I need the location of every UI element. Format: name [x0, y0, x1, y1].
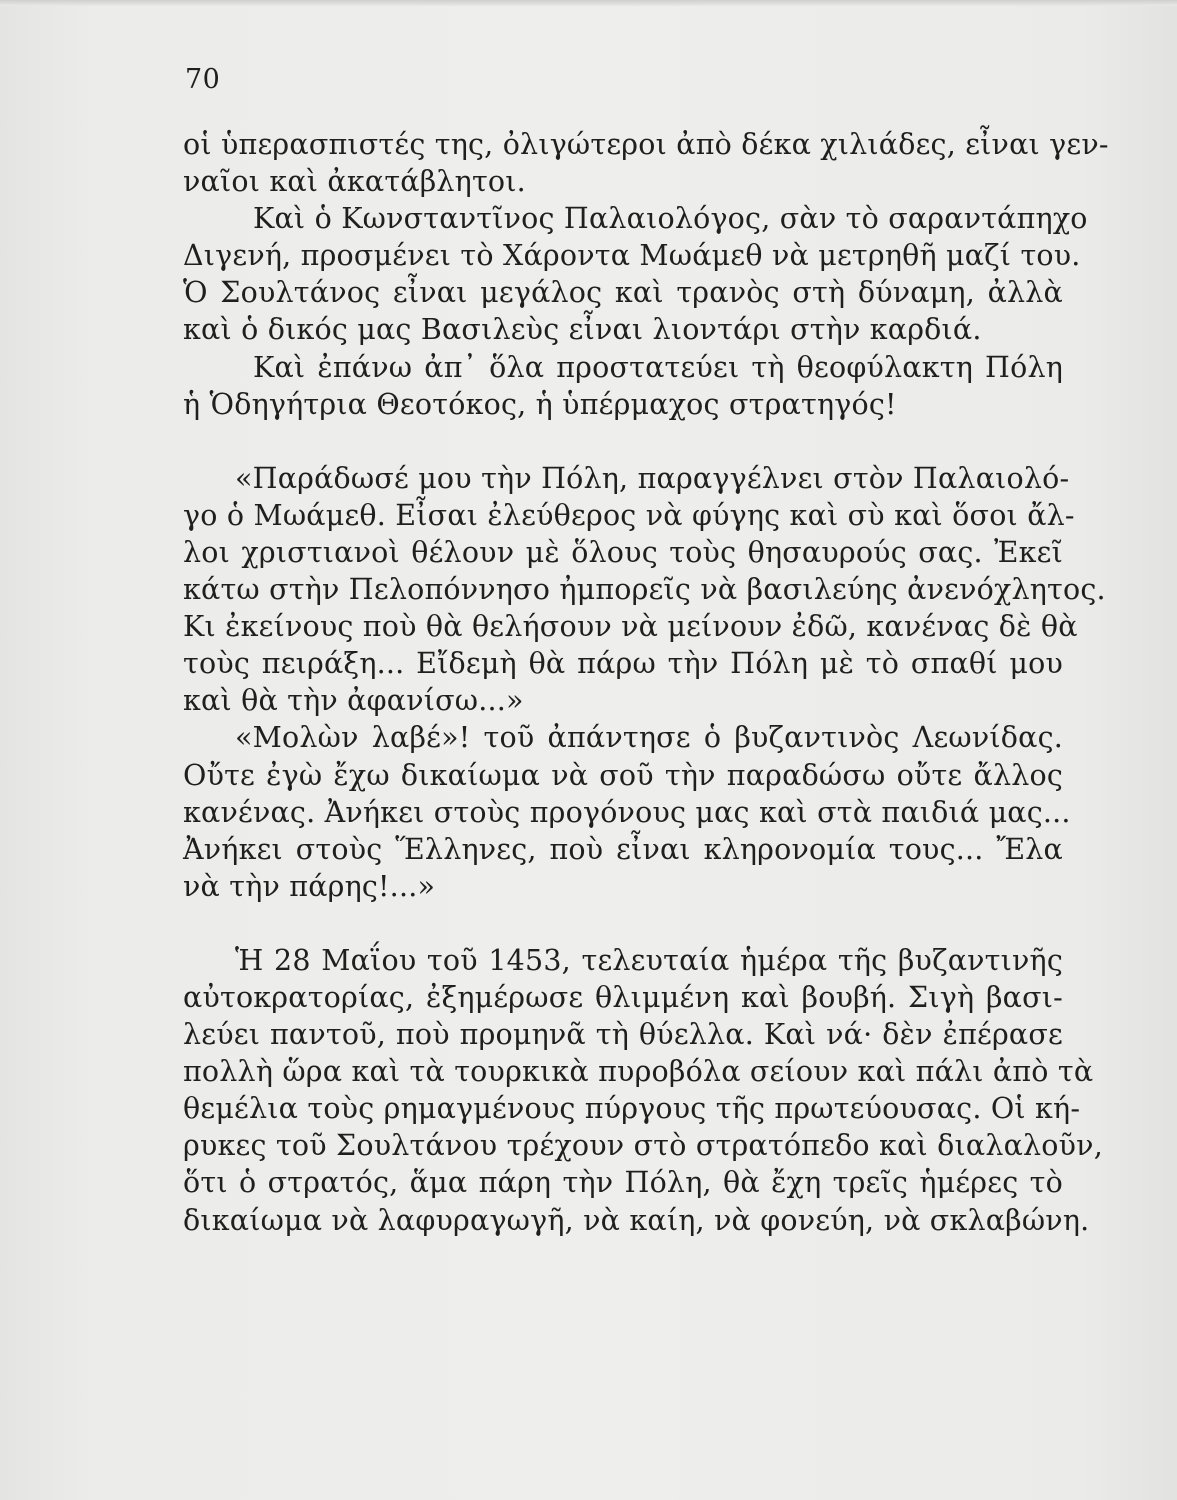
text-line: καὶ θὰ τὴν ἀφανίσω...» — [183, 684, 524, 718]
text-line: Ἡ 28 Μαΐου τοῦ 1453, τελευταία ἡμέρα τῆς βυζαντινῆς — [235, 943, 1063, 977]
text-line: Διγενή, προσμένει τὸ Χάροντα Μωάμεθ νὰ μετρηθῆ μαζί του. — [183, 239, 1081, 273]
page-top-edge — [0, 0, 1177, 6]
text-line: Οὔτε ἐγὼ ἔχω δικαίωμα νὰ σοῦ τὴν παραδώσω οὔτε ἄλλος — [183, 758, 1063, 792]
text-line: καὶ ὁ δικός μας Βασιλεὺς εἶναι λιοντάρι στὴν καρδιά. — [183, 313, 982, 347]
paragraph — [183, 349, 1063, 423]
text-line: λοι χριστιανοὶ θέλουν μὲ ὅλους τοὺς θησαυρούς σας. Ἐκεῖ — [183, 535, 1063, 569]
paragraph — [183, 719, 1071, 904]
paragraph-gap — [183, 423, 1063, 460]
text-line: «Μολὼν λαβέ»! τοῦ ἀπάντησε ὁ βυζαντινὸς Λεωνίδας. — [235, 721, 1063, 755]
text-line: οἱ ὑπερασπιστές της, ὀλιγώτεροι ἀπὸ δέκα χιλιάδες, εἶναι γεν- — [183, 128, 1109, 161]
text-line: ναῖοι καὶ ἀκατάβλητοι. — [183, 165, 526, 199]
text-line: τοὺς πειράξη... Εἴδεμὴ θὰ πάρω τὴν Πόλη μὲ τὸ σπαθί μου — [183, 647, 1063, 681]
text-line: Καὶ ἐπάνω ἀπ᾿ ὅλα προστατεύει τὴ θεοφύλακτη Πόλη — [253, 350, 1063, 384]
paragraph — [183, 942, 1103, 1239]
paragraph — [183, 460, 1106, 720]
text-line: αὐτοκρατορίας, ἐξημέρωσε θλιμμένη καὶ βουβή. Σιγὴ βασι- — [183, 980, 1063, 1014]
text-line: νὰ τὴν πάρης!...» — [183, 869, 436, 903]
paragraph — [183, 200, 1088, 348]
text-line: ὅτι ὁ στρατός, ἅμα πάρη τὴν Πόλη, θὰ ἔχη τρεῖς ἡμέρες τὸ — [183, 1166, 1063, 1200]
text-line: Ὁ Σουλτάνος εἶναι μεγάλος καὶ τρανὸς στὴ δύναμη, ἀλλὰ — [183, 276, 1063, 310]
text-line: «Παράδωσέ μου τὴν Πόλη, παραγγέλνει στὸν Παλαιολό- — [235, 461, 1070, 495]
text-line: κάτω στὴν Πελοπόννησο ἠμπορεῖς νὰ βασιλεύης ἀνενόχλητος. — [183, 573, 1106, 607]
text-line: Ἀνήκει στοὺς Ἕλληνες, ποὺ εἶναι κληρονομία τους... Ἔλα — [183, 832, 1063, 866]
text-line: θεμέλια τοὺς ρημαγμένους πύργους τῆς πρωτεύουσας. Οἱ κή- — [183, 1092, 1081, 1126]
body-text — [183, 126, 1109, 1239]
text-line: κανένας. Ἀνήκει στοὺς προγόνους μας καὶ στὰ παιδιά μας... — [183, 795, 1071, 829]
text-line: γο ὁ Μωάμεθ. Εἶσαι ἐλεύθερος νὰ φύγης καὶ σὺ καὶ ὅσοι ἄλ- — [183, 498, 1075, 532]
text-line: δικαίωμα νὰ λαφυραγωγῆ, νὰ καίη, νὰ φονεύη, νὰ σκλαβώνη. — [183, 1203, 1090, 1237]
text-line: πολλὴ ὥρα καὶ τὰ τουρκικὰ πυροβόλα σείουν καὶ πάλι ἀπὸ τὰ — [183, 1055, 1094, 1089]
text-line: ρυκες τοῦ Σουλτάνου τρέχουν στὸ στρατόπεδο καὶ διαλαλοῦν, — [183, 1129, 1103, 1163]
text-line: Κι ἐκείνους ποὺ θὰ θελήσουν νὰ μείνουν ἐδῶ, κανένας δὲ θὰ — [183, 610, 1078, 644]
text-line: λεύει παντοῦ, ποὺ προμηνᾶ τὴ θύελλα. Καὶ νά· δὲν ἐπέρασε — [183, 1018, 1063, 1052]
text-line: ἡ Ὁδηγήτρια Θεοτόκος, ἡ ὑπέρμαχος στρατηγός! — [183, 387, 897, 421]
paragraph-gap — [183, 905, 1063, 942]
paragraph — [183, 126, 1109, 200]
page-number: 70 — [185, 64, 221, 95]
text-line: Καὶ ὁ Κωνσταντῖνος Παλαιολόγος, σὰν τὸ σαραντάπηχο — [253, 202, 1088, 236]
